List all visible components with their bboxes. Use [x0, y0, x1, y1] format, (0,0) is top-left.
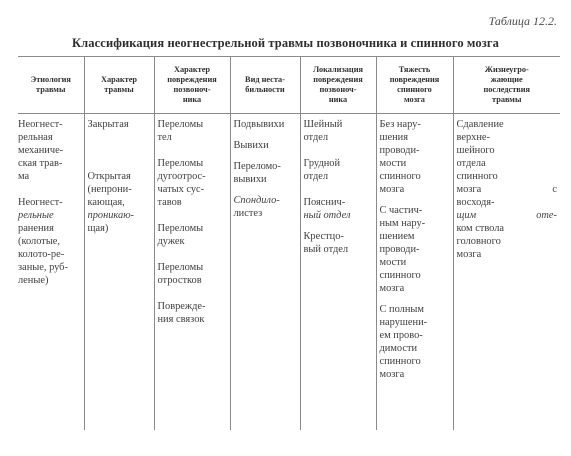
header-localization: Локализация повреждения позвоноч- ника [300, 57, 376, 114]
cell-localization: Шейный отдел Грудной отдел Пояснич- ный отдел Крестцо- вый отдел [300, 114, 376, 431]
header-etiology: Этиология травмы [18, 57, 84, 114]
cell-spine-damage-type: Переломы тел Переломы дугоотрос- чатых сус- тавов Переломы дужек Переломы отростков Поврежде- ния связок [154, 114, 230, 431]
cell-severity: Без нару- шения проводи- мости спинного мозга С частич- ным нару- шением проводи- мости спинного мозга С полным нарушени- ем прово- димости спинного мозга [376, 114, 453, 431]
table-number-caption: Таблица 12.2. [488, 14, 557, 28]
header-spine-damage-type: Характер повреждения позвоноч- ника [154, 57, 230, 114]
cell-consequences: Сдавление верхне- шейного отдела спинного мозга с восходя- щим оте- ком ствола головного мозга [453, 114, 560, 431]
header-severity: Тяжесть повреждения спинного мозга [376, 57, 453, 114]
cell-trauma-type: Закрытая Открытая (непрони- кающая, проникаю- щая) [84, 114, 154, 431]
justified-line-mozga: мозга с [456, 184, 557, 195]
header-consequences: Жизнеугро- жающие последствия травмы [453, 57, 560, 114]
header-trauma-type: Характер травмы [84, 57, 154, 114]
table-header-row [18, 57, 560, 114]
classification-table [18, 56, 560, 430]
table-title: Классификация неогнестрельной травмы позвоночника и спинного мозга [72, 36, 499, 50]
cell-etiology: Неогнест- рельная механиче- ская трав- ма Неогнест- рельные ранения (колотые, колото-ре- заные, руб- леные) [18, 119, 68, 286]
header-instability-type: Вид неста- бильности [230, 57, 300, 114]
table-body-row [18, 114, 560, 431]
cell-instability-type: Подвывихи Вывихи Переломо- вывихи Спондило- листез [230, 114, 300, 431]
justified-line-shim: щим оте- [456, 210, 557, 221]
